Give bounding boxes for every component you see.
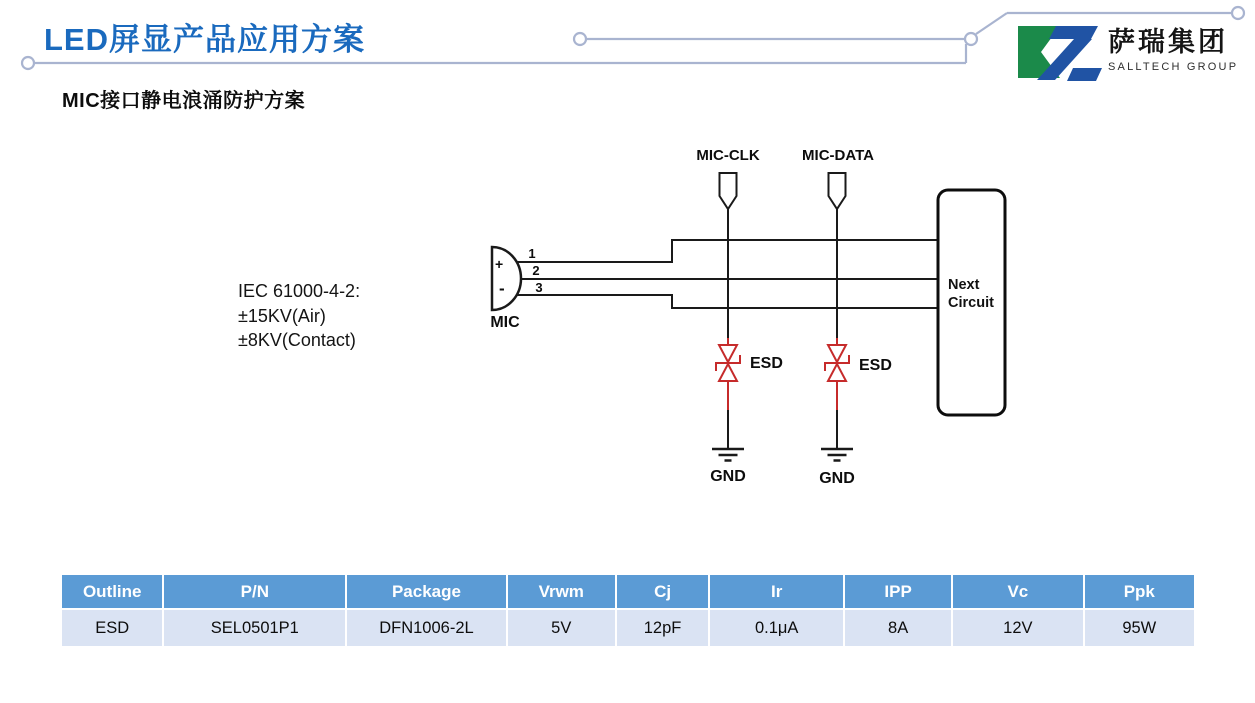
gnd-label-2: GND bbox=[819, 470, 855, 487]
next-circuit-label bbox=[948, 276, 994, 312]
ground-icon-2 bbox=[821, 449, 853, 461]
cell-vrwm: 5V bbox=[508, 610, 615, 646]
mic-plus-sign: + bbox=[495, 256, 504, 272]
iec-line-1: IEC 61000-4-2: bbox=[238, 281, 361, 301]
cell-package: DFN1006-2L bbox=[347, 610, 505, 646]
mic-minus-sign: - bbox=[499, 279, 505, 298]
esd-diode-icon-2 bbox=[825, 338, 849, 410]
col-header-pn: P/N bbox=[164, 575, 345, 608]
col-header-ppk: Ppk bbox=[1085, 575, 1194, 608]
company-logo bbox=[1008, 18, 1248, 82]
iec-line-2: ±15KV(Air) bbox=[238, 305, 326, 326]
cell-cj: 12pF bbox=[617, 610, 709, 646]
table-header-row bbox=[62, 575, 1194, 608]
cell-outline: ESD bbox=[62, 610, 162, 646]
esd-diode-icon-1 bbox=[716, 338, 740, 410]
section-subtitle: MIC接口静电浪涌防护方案 bbox=[62, 90, 306, 112]
salltech-logo-icon bbox=[1014, 24, 1106, 82]
col-header-ir: Ir bbox=[710, 575, 843, 608]
cell-vc: 12V bbox=[953, 610, 1082, 646]
col-header-vc: Vc bbox=[953, 575, 1082, 608]
net-label-mic-data: MIC-DATA bbox=[802, 147, 874, 164]
col-header-ipp: IPP bbox=[845, 575, 951, 608]
cell-ipp: 8A bbox=[845, 610, 951, 646]
cell-ppk: 95W bbox=[1085, 610, 1194, 646]
gnd-label-1: GND bbox=[710, 468, 746, 485]
pin-number-1: 1 bbox=[528, 246, 536, 261]
col-header-package: Package bbox=[347, 575, 505, 608]
ground-icon-1 bbox=[712, 449, 744, 461]
spec-table bbox=[60, 573, 1196, 648]
mic-label: MIC bbox=[490, 314, 520, 331]
iec-line-3: ±8KV(Contact) bbox=[238, 330, 356, 350]
logo-name-en: SALLTECH GROUP bbox=[1108, 61, 1239, 73]
cell-pn: SEL0501P1 bbox=[164, 610, 345, 646]
circuit-schematic bbox=[480, 138, 1012, 500]
esd-label-2: ESD bbox=[859, 357, 892, 374]
logo-text-block bbox=[1108, 20, 1248, 73]
col-header-vrwm: Vrwm bbox=[508, 575, 615, 608]
col-header-cj: Cj bbox=[617, 575, 709, 608]
table-row bbox=[62, 610, 1194, 646]
iec-standard-note bbox=[238, 279, 360, 353]
next-circuit-line-2: Circuit bbox=[948, 295, 994, 311]
pin-number-3: 3 bbox=[535, 280, 543, 295]
mic-data-connector-icon bbox=[829, 173, 846, 209]
col-header-outline: Outline bbox=[62, 575, 162, 608]
net-label-mic-clk: MIC-CLK bbox=[696, 147, 760, 164]
pin-number-2: 2 bbox=[532, 263, 540, 278]
next-circuit-line-1: Next bbox=[948, 277, 980, 293]
signal-wires bbox=[514, 209, 938, 449]
mic-clk-connector-icon bbox=[720, 173, 737, 209]
cell-ir: 0.1μA bbox=[710, 610, 843, 646]
logo-name-cn: 萨瑞集团 bbox=[1108, 27, 1228, 57]
page-title: LED屏显产品应用方案 bbox=[44, 22, 365, 57]
esd-label-1: ESD bbox=[750, 355, 783, 372]
